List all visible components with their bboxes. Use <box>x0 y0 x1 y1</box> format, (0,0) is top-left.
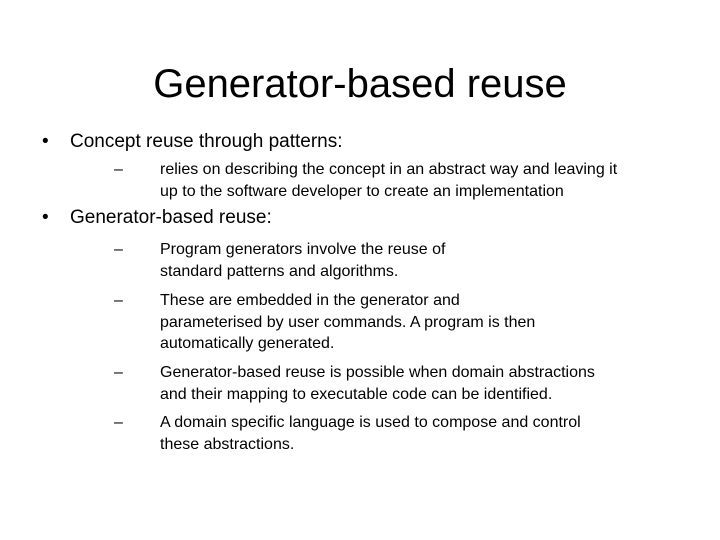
bullet-text: Generator-based reuse: <box>70 207 272 228</box>
subitem-text <box>160 290 690 355</box>
subitem-line: Generator-based reuse is possible when domain abstractions <box>160 364 595 381</box>
subitem-line: automatically generated. <box>160 335 335 352</box>
subitem-line: parameterised by user commands. A program is then <box>160 313 536 331</box>
subitem-line: These are embedded in the generator and <box>160 292 460 309</box>
subitem-text <box>160 159 690 202</box>
bullet-dot: • <box>42 131 49 152</box>
subitem-line: standard patterns and algorithms. <box>160 262 399 280</box>
subitem-line: Program generators involve the reuse of <box>160 241 446 258</box>
dash-marker: – <box>114 161 123 178</box>
dash-marker: – <box>114 414 123 431</box>
bullet-dot: • <box>42 207 49 228</box>
dash-marker: – <box>114 292 123 309</box>
subitem-line: and their mapping to executable code can be identified. <box>160 385 553 403</box>
subitem-text <box>160 412 690 455</box>
bullet-text: Concept reuse through patterns: <box>70 131 343 152</box>
dash-marker: – <box>114 241 123 258</box>
dash-marker: – <box>114 364 123 381</box>
subitem-text <box>160 239 690 282</box>
slide-title: Generator-based reuse <box>153 62 567 106</box>
subitem-line: relies on describing the concept in an abstract way and leaving it <box>160 161 618 178</box>
subitem-text <box>160 362 690 405</box>
subitem-line: A domain specific language is used to compose and control <box>160 414 581 431</box>
subitem-line: up to the software developer to create an implementation <box>160 182 564 200</box>
subitem-line: these abstractions. <box>160 435 295 453</box>
